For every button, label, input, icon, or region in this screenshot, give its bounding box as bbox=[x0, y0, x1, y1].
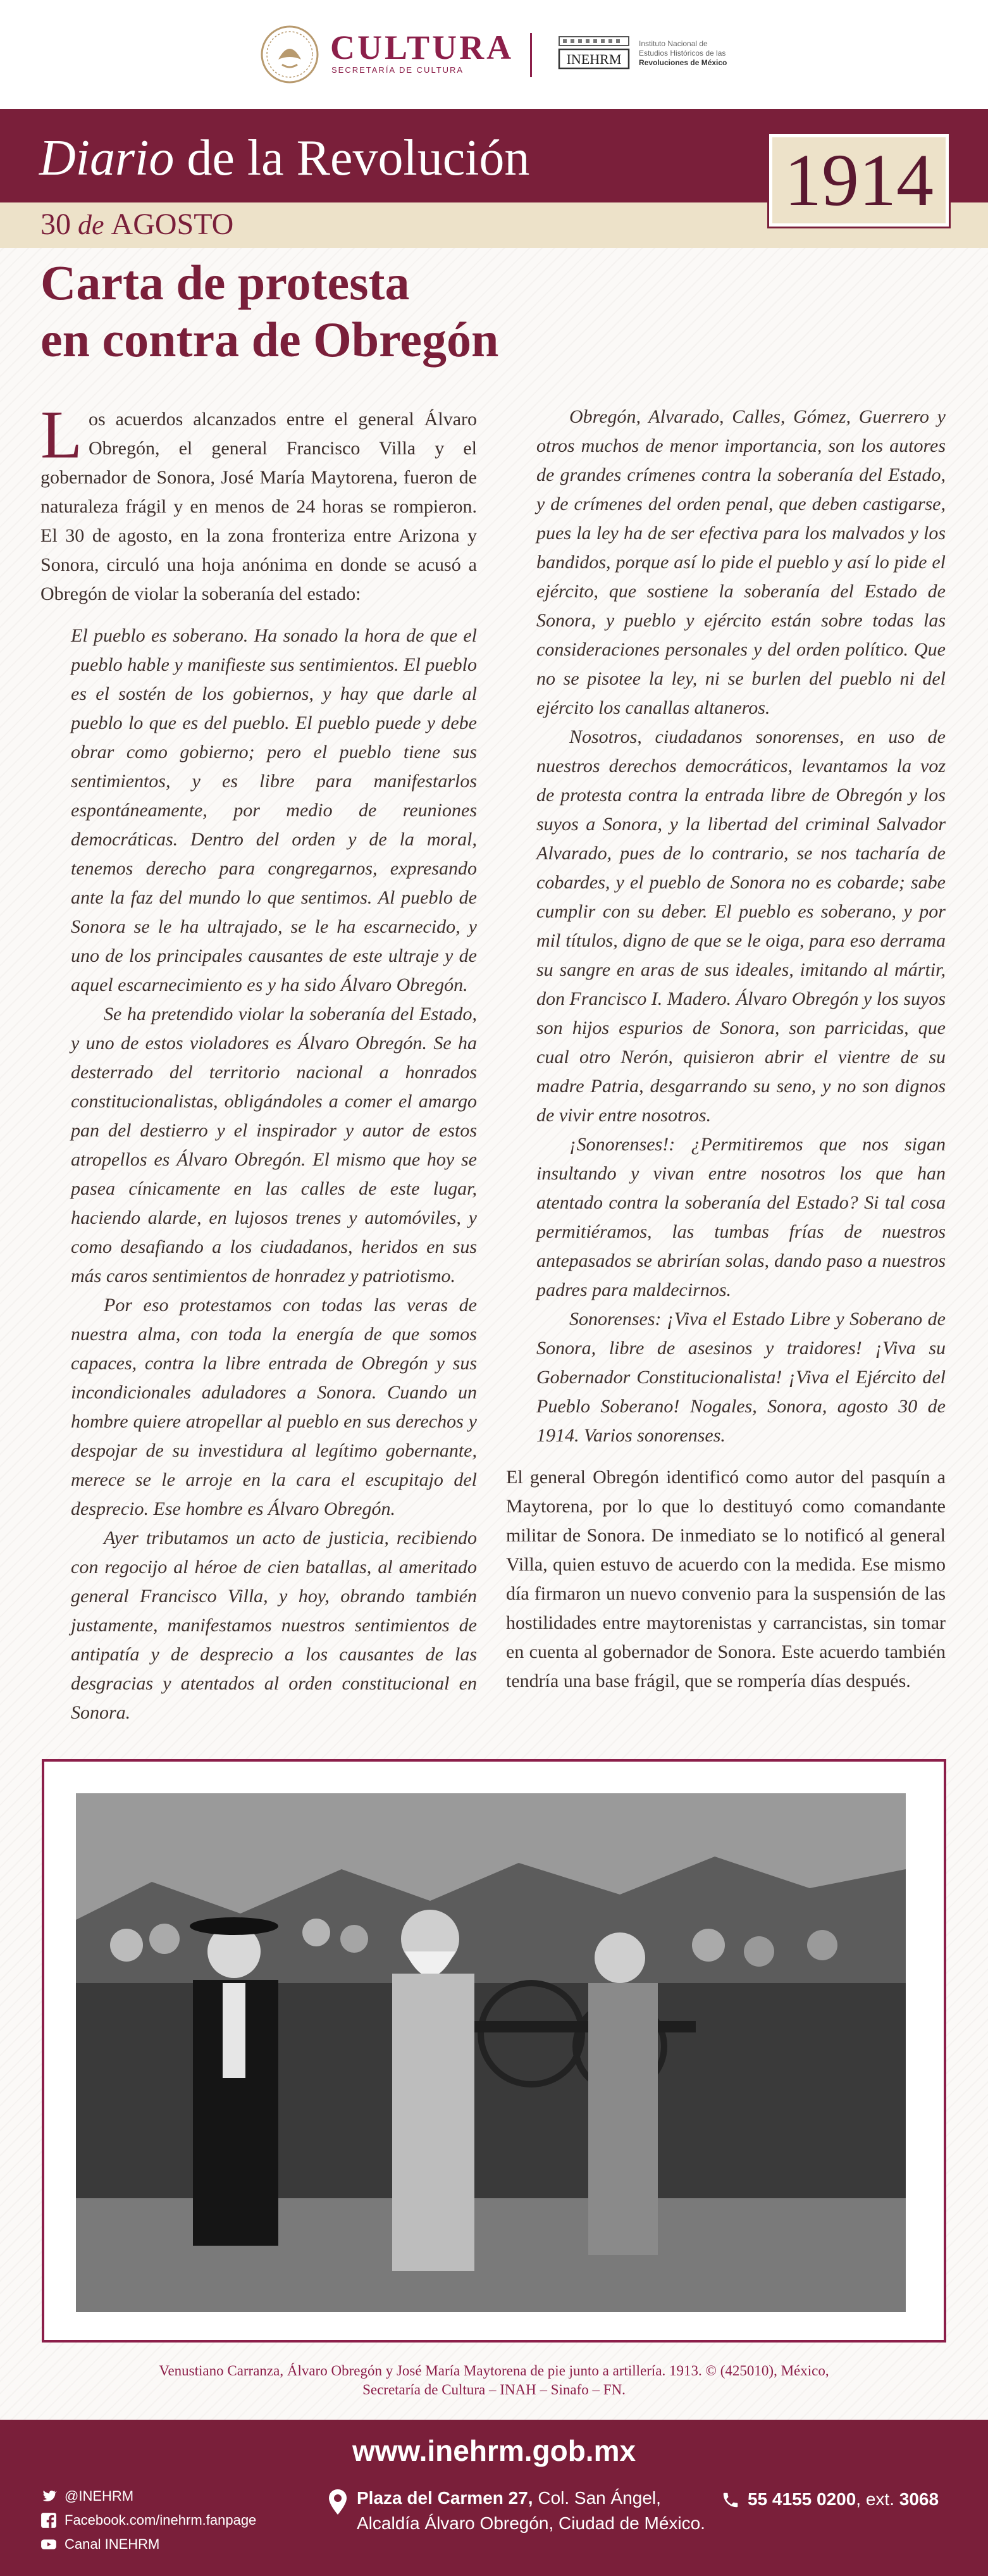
logo-divider bbox=[530, 33, 532, 77]
quote-paragraph: Se ha pretendido violar la soberanía del Estado, y uno de estos violadores es Álvaro Obregón. Se ha desterrado del territorio nacional a honrados constitucionalistas, obligándoles a comer el amargo pan del destierro y el inspirador y autor de estos atropellos es Álvaro Obregón. El mismo que hoy se pasea cínicamente en las calles de este lugar, haciendo alarde, en lujosos trenes y automóviles, y como desafiando a los ciudadanos, heridos en sus más caros sentimientos de honradez y patriotismo. bbox=[71, 1004, 477, 1286]
year-badge: 1914 bbox=[769, 134, 949, 227]
youtube-channel: Canal INEHRM bbox=[65, 2536, 160, 2552]
address-colony: Col. San Ángel, bbox=[533, 2488, 661, 2508]
quote-paragraph: Obregón, Alvarado, Calles, Gómez, Guerrero y otros muchos de menor importancia, son los autores de grandes crímenes contra la soberanía del Estado, y de crímenes del orden penal, que deben castigarse, pues la ley ha de ser efectiva para los malvados y los bandidos, porque así lo pide el pueblo y así lo pide el ejército, que sostiene la soberanía del Estado de Sonora, y pueblo y ejército están sobre todas las consideraciones personales y del orden político. Que no se pisotee la ley, ni se burlen del pueblo ni del ejército los canallas altaneros. bbox=[536, 406, 946, 718]
intro-text: os acuerdos alcanzados entre el general Álvaro Obregón, el general Francisco Villa y el gobernador de Sonora, José María Maytorena, fueron de naturaleza frágil y en menos de 24 horas se rompieron. El 30 de agosto, en la zona fronteriza entre Arizona y Sonora, circuló una hoja anónima en donde se acusó a Obregón de violar la soberanía del estado: bbox=[40, 409, 477, 604]
footer-facebook-link[interactable] bbox=[40, 2512, 256, 2529]
facebook-icon bbox=[40, 2512, 57, 2529]
date-de: de bbox=[71, 209, 111, 240]
phone-number: 55 4155 0200 bbox=[748, 2489, 856, 2509]
historical-photo bbox=[76, 1793, 906, 2312]
national-seal-icon bbox=[259, 24, 320, 85]
article-column-right bbox=[506, 402, 946, 1696]
footer-youtube-link[interactable] bbox=[40, 2536, 159, 2553]
article-title-line2: en contra de Obregón bbox=[40, 312, 499, 367]
inehrm-caption-line1: Instituto Nacional de bbox=[639, 39, 708, 48]
footer-website-link[interactable]: www.inehrm.gob.mx bbox=[352, 2434, 636, 2467]
dropcap: L bbox=[40, 397, 82, 473]
quote-paragraph: Por eso protestamos con todas las veras de nuestra alma, con toda la energía de que somos capaces, contra la libre entrada de Obregón y sus incondicionales aduladores a Sonora. Cuando un hombre quiere atropellar al pueblo en sus derechos y despojar de su investidura al legítimo gobernante, merece se le arroje en la cara el escupitajo del desprecio. Ese hombre es Álvaro Obregón. bbox=[71, 1295, 477, 1519]
quote-paragraph: ¡Sonorenses!: ¿Permitiremos que nos sigan insultando y vivan entre nosotros los que han atentado contra la soberanía del Estado? Si tal cosa permitiéramos, las tumbas frías de nuestros antepasados se abrirían solas, dando paso a nuestros padres para maldecirnos. bbox=[536, 1134, 946, 1300]
intro-paragraph bbox=[40, 397, 477, 609]
address-street: Plaza del Carmen 27, bbox=[357, 2488, 533, 2508]
footer-address bbox=[357, 2486, 711, 2536]
caption-line1: Venustiano Carranza, Álvaro Obregón y José María Maytorena de pie junto a artillería. 1913. © (425010), México, bbox=[159, 2363, 829, 2379]
quote-paragraph: Ayer tributamos un acto de justicia, recibiendo con regocijo al héroe de cien batallas, al ameritado general Francisco Villa, y hoy, obrando también justamente, manifestamos nuestros sentimientos de antipatía y de desprecio a los causantes de las desgracias y atentados al orden constitucional en Sonora. bbox=[71, 1528, 477, 1723]
phone-icon bbox=[721, 2491, 740, 2510]
phone-ext: 3068 bbox=[899, 2489, 939, 2509]
date-day: 30 bbox=[40, 208, 71, 241]
footer-phone-link[interactable] bbox=[748, 2487, 939, 2512]
masthead-title-rest: de la Revolución bbox=[174, 130, 530, 186]
quote-paragraph: Nosotros, ciudadanos sonorenses, en uso de nuestros derechos democráticos, levantamos la voz de protesta contra la entrada libre de Obregón y los suyos a Sonora, y la libertad del criminal Salvador Alvarado, pues de lo contrario, se nos tacharía de cobardes, y el pueblo de Sonora no es cobarde; sabe cumplir con su deber. El pueblo es soberano, y por mil títulos, digno de que se le oiga, para eso derrama su sangre en aras de sus ideales, imitando al mártir, don Francisco I. Madero. Álvaro Obregón y los suyos son hijos espurios de Sonora, son parricidas, que cual otro Nerón, quisieron abrir el vientre de su madre Patria, desgarrando su seno, y no son dignos de vivir entre nosotros. bbox=[536, 726, 946, 1126]
inehrm-logo-caption bbox=[639, 39, 740, 68]
article-title-line1: Carta de protesta bbox=[40, 255, 410, 310]
twitter-handle: @INEHRM bbox=[65, 2488, 134, 2504]
inehrm-caption-line2: Estudios Históricos de las bbox=[639, 49, 726, 58]
location-pin-icon bbox=[329, 2489, 347, 2515]
youtube-icon bbox=[40, 2536, 57, 2553]
cultura-logo-text: CULTURA bbox=[330, 28, 514, 66]
closing-paragraph: El general Obregón identificó como autor del pasquín a Maytorena, por lo que lo destituyó como comandante militar de Sonora. De inmediato se lo notificó al general Villa, quien estuvo de acuerdo con la medida. Ese mismo día firmaron un nuevo convenio para la suspensión de las hostilidades entre maytorenistas y carrancistas, sin tomar en cuenta al gobernador de Sonora. Este acuerdo también tendría una base frágil, que se rompería días después. bbox=[506, 1467, 946, 1691]
twitter-icon bbox=[40, 2488, 57, 2504]
caption-line2: Secretaría de Cultura – INAH – Sinafo – FN. bbox=[362, 2382, 626, 2398]
phone-ext-label: , ext. bbox=[856, 2489, 899, 2509]
date-month: AGOSTO bbox=[111, 208, 234, 241]
photo-illustration bbox=[76, 1793, 906, 2312]
inehrm-caption-line3: Revoluciones de México bbox=[639, 58, 727, 67]
masthead-date bbox=[40, 206, 233, 244]
quote-paragraph: El pueblo es soberano. Ha sonado la hora de que el pueblo hable y manifieste sus sentimientos. El pueblo es el sostén de los gobiernos, y hay que darle al pueblo lo que es del pueblo. El pueblo puede y debe obrar como gobierno; pero el pueblo tiene sus sentimientos, y es libre para manifestarlos espontáneamente, por medio de reuniones democráticas. Dentro del orden y de la moral, tenemos derecho para congregarnos, expresando ante la faz del mundo lo que sentimos. Al pueblo de Sonora se le ha ultrajado, se le ha escarnecido, y uno de los principales causantes de este ultraje y de aquel escarnecimiento es y ha sido Álvaro Obregón. bbox=[71, 625, 477, 995]
cultura-logo-subtitle: SECRETARÍA DE CULTURA bbox=[331, 65, 464, 75]
inehrm-logo-icon bbox=[557, 34, 631, 73]
photo-caption bbox=[95, 2361, 893, 2399]
quote-paragraph: Sonorenses: ¡Viva el Estado Libre y Soberano de Sonora, libre de asesinos y traidores! ¡Viva su Gobernador Constitucionalista! ¡Viva el Ejército del Pueblo Soberano! Nogales, Sonora, agosto 30 de 1914. Varios sonorenses. bbox=[536, 1309, 946, 1446]
address-city: Alcaldía Álvaro Obregón, Ciudad de México. bbox=[357, 2513, 705, 2533]
masthead-title-italic: Diario bbox=[39, 130, 175, 186]
photo-frame bbox=[42, 1759, 946, 2343]
article-title bbox=[40, 254, 610, 368]
inehrm-logo-label: INEHRM bbox=[566, 51, 622, 67]
footer-twitter-link[interactable] bbox=[40, 2488, 133, 2504]
article-column-left bbox=[40, 397, 477, 1727]
facebook-url: Facebook.com/inehrm.fanpage bbox=[65, 2512, 257, 2528]
masthead-title bbox=[39, 130, 529, 187]
